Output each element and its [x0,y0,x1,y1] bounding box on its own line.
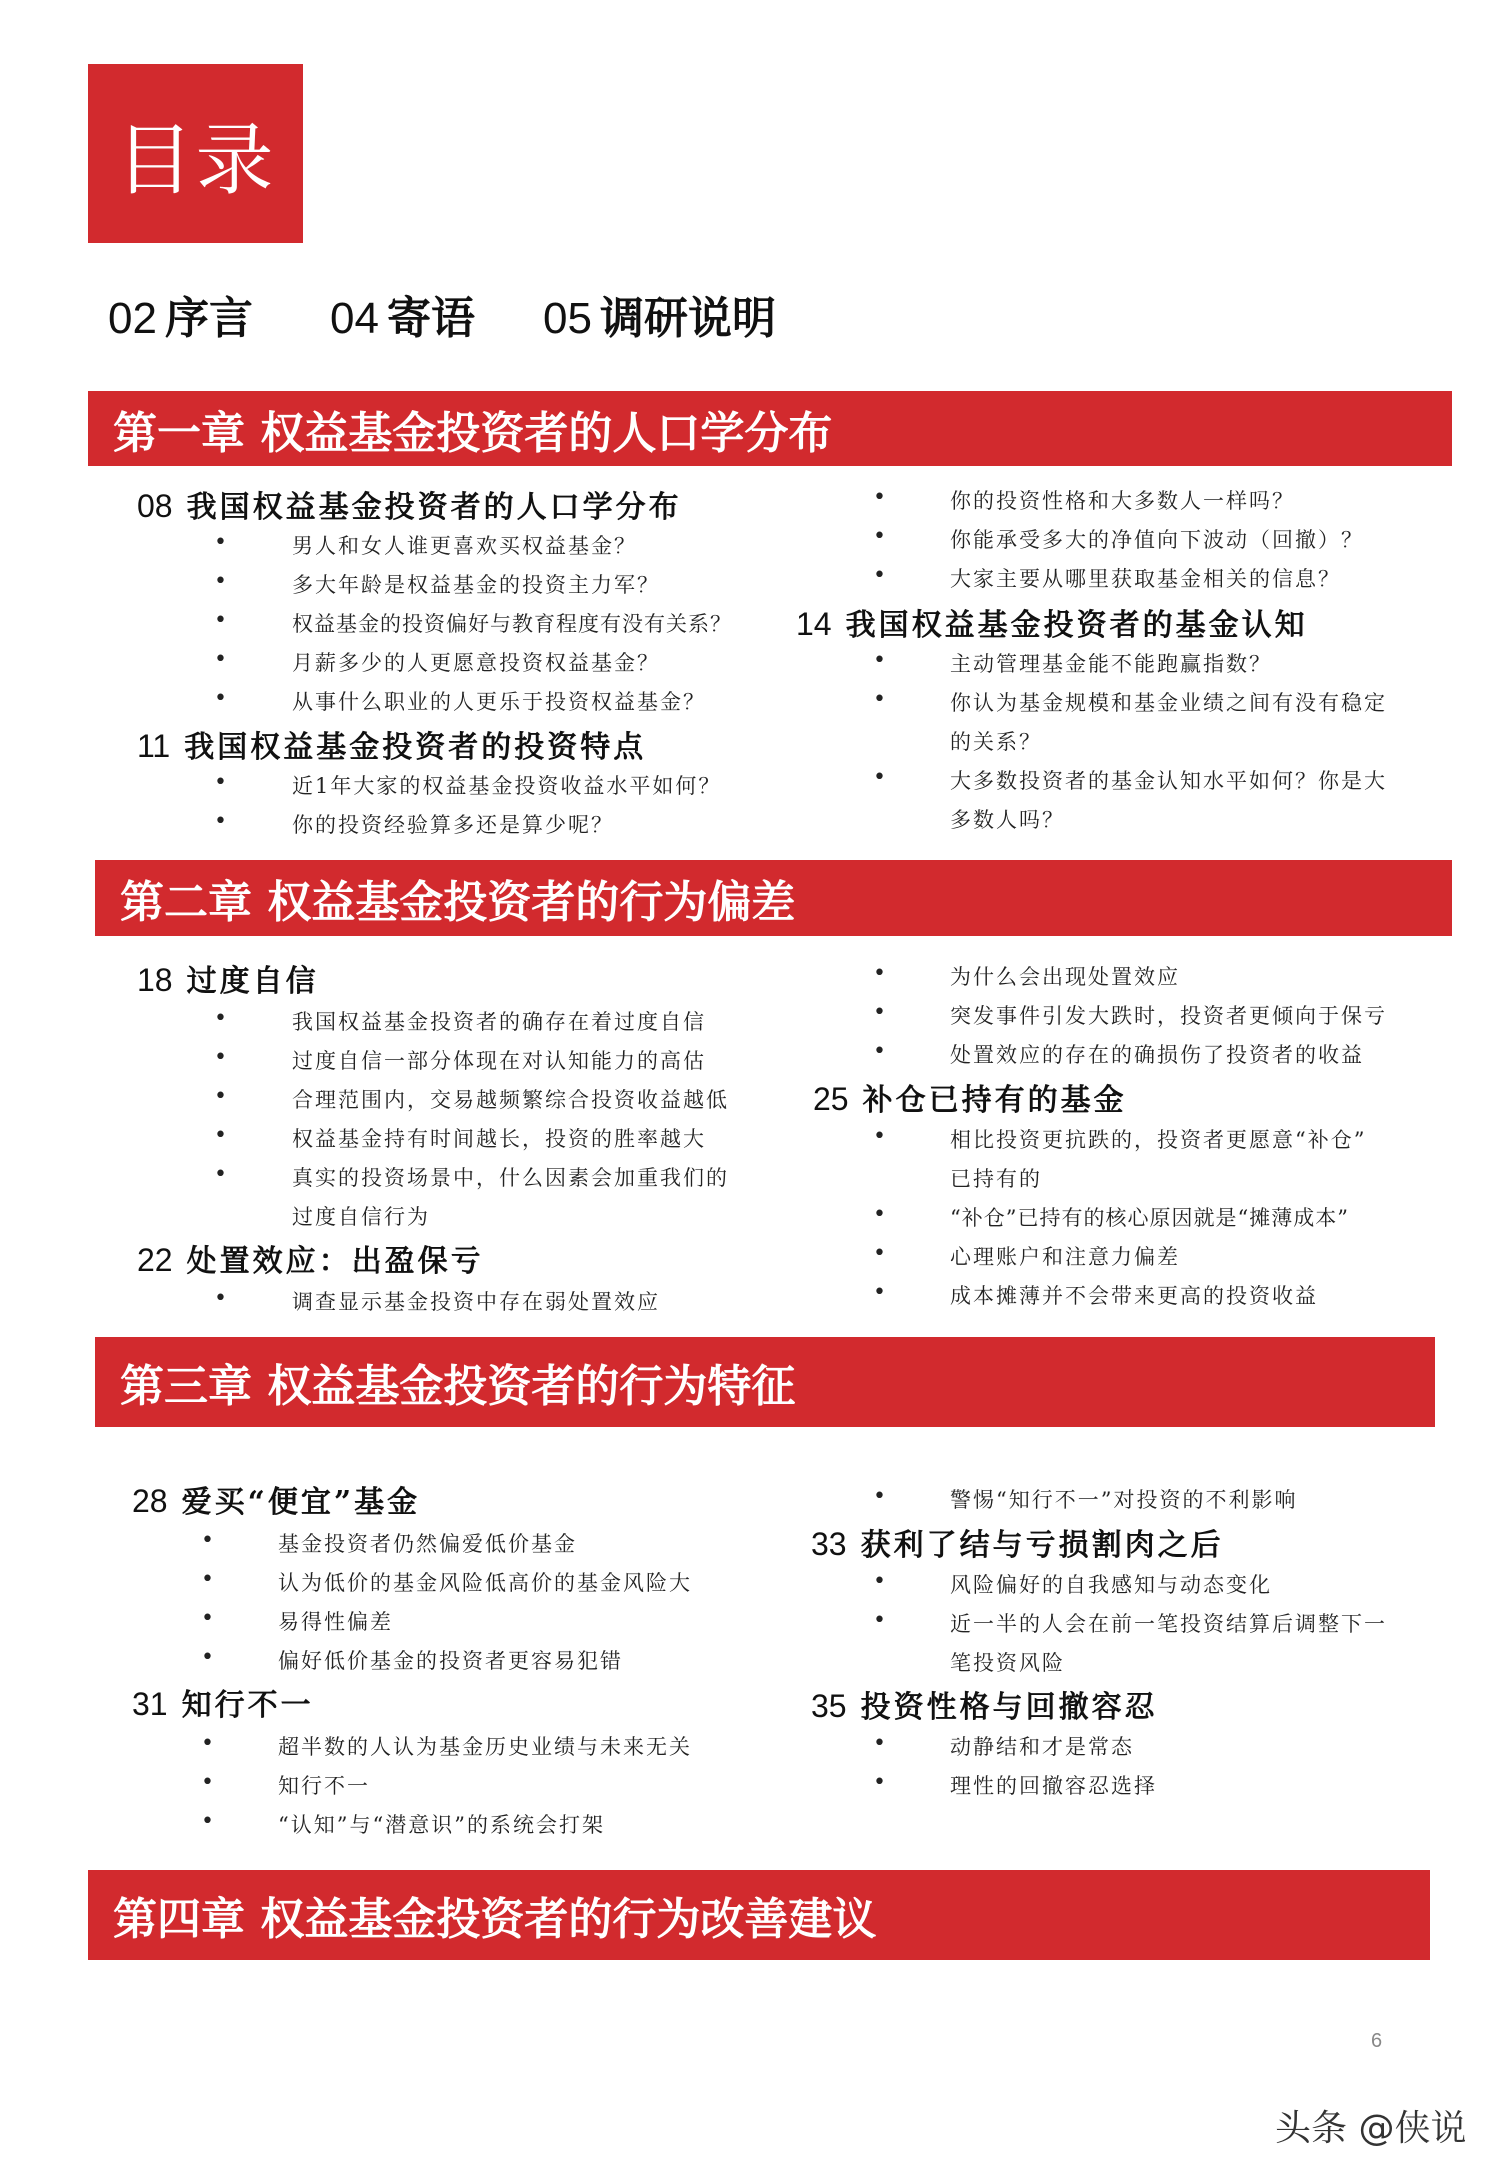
bullet: • [214,647,227,672]
list-item[interactable]: 相比投资更抗跌的，投资者更愿意“补仓” [950,1128,1367,1152]
list-item[interactable]: 大多数投资者的基金认知水平如何？你是大 [950,769,1387,793]
section-number: 25 [813,1081,849,1117]
intro-survey[interactable] [543,282,776,346]
bullet: • [873,687,886,712]
bullet: • [873,1241,886,1266]
intro-survey-label: 调研说明 [599,293,776,344]
bullet: • [201,1528,214,1553]
section-25[interactable] [813,1075,1127,1119]
section-14[interactable] [796,600,1308,644]
list-item[interactable]: 理性的回撤容忍选择 [950,1774,1157,1798]
bullet: • [873,485,886,510]
section-11[interactable] [137,722,646,766]
list-item[interactable]: 月薪多少的人更愿意投资权益基金？ [292,651,660,675]
list-item[interactable]: 知行不一 [278,1774,370,1798]
list-item[interactable]: 你认为基金规模和基金业绩之间有没有稳定 [950,691,1387,715]
bullet: • [873,1039,886,1064]
chapter-1-header[interactable]: 第一章 权益基金投资者的人口学分布 [88,391,1452,466]
intro-message[interactable] [330,282,475,346]
list-item[interactable]: 合理范围内，交易越频繁综合投资收益越低 [292,1088,729,1112]
list-item-continued: 多数人吗？ [950,808,1065,832]
bullet: • [214,1006,227,1031]
bullet: • [873,1280,886,1305]
bullet: • [201,1809,214,1834]
bullet: • [214,530,227,555]
list-item[interactable]: “补仓”已持有的核心原因就是“摊薄成本” [950,1206,1349,1230]
chapter-2-header[interactable]: 第二章 权益基金投资者的行为偏差 [95,860,1452,936]
bullet: • [873,1124,886,1149]
bullet: • [873,1608,886,1633]
bullet: • [873,1000,886,1025]
list-item-continued: 的关系？ [950,730,1042,754]
section-title: 爱买“便宜”基金 [181,1485,421,1520]
list-item[interactable]: 近一半的人会在前一笔投资结算后调整下一 [950,1612,1387,1636]
watermark-text: 头条 @侠说 [1275,2108,1467,2149]
list-item[interactable]: 动静结和才是常态 [950,1735,1134,1759]
intro-survey-number: 05 [543,294,592,343]
bullet: • [873,961,886,986]
section-title: 知行不一 [181,1688,314,1723]
bullet: • [873,1202,886,1227]
bullet: • [201,1567,214,1592]
list-item[interactable]: 近1年大家的权益基金投资收益水平如何？ [292,774,722,798]
bullet: • [873,1569,886,1594]
list-item[interactable]: 过度自信一部分体现在对认知能力的高估 [292,1049,706,1073]
list-item[interactable]: 你的投资经验算多还是算少呢？ [292,813,614,837]
section-title: 获利了结与亏损割肉之后 [860,1528,1224,1563]
bullet: • [201,1645,214,1670]
list-item[interactable]: 突发事件引发大跌时，投资者更倾向于保亏 [950,1004,1387,1028]
list-item[interactable]: 为什么会出现处置效应 [950,965,1180,989]
bullet: • [873,1484,886,1509]
list-item[interactable]: 从事什么职业的人更乐于投资权益基金？ [292,690,706,714]
list-item[interactable]: 多大年龄是权益基金的投资主力军？ [292,573,660,597]
list-item[interactable]: 主动管理基金能不能跑赢指数？ [950,652,1272,676]
bullet: • [214,608,227,633]
section-title: 处置效应：出盈保亏 [186,1244,484,1279]
bullet: • [214,1084,227,1109]
section-number: 08 [137,488,173,524]
bullet: • [873,563,886,588]
chapter-4-header[interactable]: 第四章 权益基金投资者的行为改善建议 [88,1870,1430,1960]
list-item-continued: 已持有的 [950,1167,1042,1191]
section-title: 我国权益基金投资者的投资特点 [184,730,647,765]
section-title: 我国权益基金投资者的人口学分布 [186,490,682,525]
page-number: 6 [1371,2030,1383,2052]
list-item[interactable]: 你能承受多大的净值向下波动（回撤）？ [950,528,1364,552]
section-18[interactable] [137,956,319,1000]
section-31[interactable] [132,1680,314,1724]
bullet: • [873,1731,886,1756]
list-item-continued: 过度自信行为 [292,1205,430,1229]
intro-preface-label: 序言 [164,293,253,344]
section-number: 22 [137,1242,173,1278]
list-item[interactable]: 男人和女人谁更喜欢买权益基金？ [292,534,637,558]
list-item[interactable]: 基金投资者仍然偏爱低价基金 [278,1532,577,1556]
intro-message-number: 04 [330,294,379,343]
list-item[interactable]: 处置效应的存在的确损伤了投资者的收益 [950,1043,1364,1067]
list-item-continued: 笔投资风险 [950,1651,1065,1675]
section-number: 11 [137,728,171,764]
section-28[interactable] [132,1477,420,1521]
bullet: • [873,765,886,790]
list-item[interactable]: 调查显示基金投资中存在弱处置效应 [292,1290,660,1314]
list-item[interactable]: 超半数的人认为基金历史业绩与未来无关 [278,1735,692,1759]
section-35[interactable] [811,1682,1158,1726]
bullet: • [214,1162,227,1187]
list-item[interactable]: “认知”与“潜意识”的系统会打架 [278,1813,605,1837]
bullet: • [214,1123,227,1148]
bullet: • [201,1770,214,1795]
section-08[interactable] [137,482,682,526]
section-title: 投资性格与回撤容忍 [860,1690,1158,1725]
bullet: • [201,1606,214,1631]
intro-preface-number: 02 [108,294,157,343]
bullet: • [873,1770,886,1795]
list-item[interactable]: 权益基金的投资偏好与教育程度有没有关系？ [292,612,732,636]
bullet: • [214,1286,227,1311]
bullet: • [214,770,227,795]
bullet: • [214,569,227,594]
section-number: 33 [811,1526,847,1562]
list-item[interactable]: 成本摊薄并不会带来更高的投资收益 [950,1284,1318,1308]
bullet: • [873,524,886,549]
section-number: 18 [137,962,173,998]
list-item[interactable]: 警惕“知行不一”对投资的不利影响 [950,1488,1298,1512]
list-item[interactable]: 真实的投资场景中，什么因素会加重我们的 [292,1166,729,1190]
bullet: • [214,686,227,711]
chapter-3-header[interactable]: 第三章 权益基金投资者的行为特征 [95,1337,1435,1427]
list-item[interactable]: 偏好低价基金的投资者更容易犯错 [278,1649,623,1673]
section-number: 14 [796,606,832,642]
list-item[interactable]: 大家主要从哪里获取基金相关的信息？ [950,567,1341,591]
section-title: 我国权益基金投资者的基金认知 [845,608,1308,643]
bullet: • [201,1731,214,1756]
list-item[interactable]: 心理账户和注意力偏差 [950,1245,1180,1269]
list-item[interactable]: 认为低价的基金风险低高价的基金风险大 [278,1571,692,1595]
list-item[interactable]: 权益基金持有时间越长，投资的胜率越大 [292,1127,706,1151]
section-number: 28 [132,1483,168,1519]
section-number: 35 [811,1688,847,1724]
list-item[interactable]: 易得性偏差 [278,1610,393,1634]
bullet: • [214,809,227,834]
list-item[interactable]: 风险偏好的自我感知与动态变化 [950,1573,1272,1597]
bullet: • [873,648,886,673]
bullet: • [214,1045,227,1070]
section-33[interactable] [811,1520,1224,1564]
section-22[interactable] [137,1236,484,1280]
section-title: 补仓已持有的基金 [862,1083,1127,1118]
toc-title: 目录 [88,64,303,243]
list-item[interactable]: 你的投资性格和大多数人一样吗？ [950,489,1295,513]
list-item[interactable]: 我国权益基金投资者的确存在着过度自信 [292,1010,706,1034]
intro-message-label: 寄语 [386,293,475,344]
section-number: 31 [132,1686,168,1722]
intro-preface[interactable] [108,282,253,346]
section-title: 过度自信 [186,964,319,999]
